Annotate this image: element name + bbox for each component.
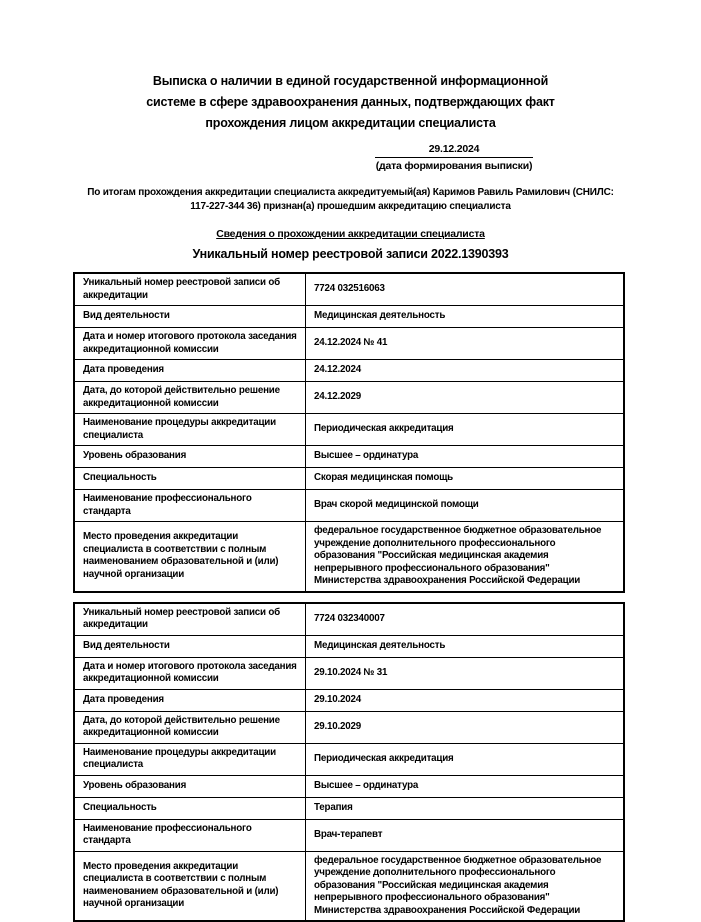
row-value: Периодическая аккредитация	[306, 414, 625, 446]
accreditation-summary-paragraph: По итогам прохождения аккредитации специалиста аккредитуемый(ая) Каримов Равиль Рамилович (СНИЛС: 117-227-344 36) признан(а) прошедшим аккредитацию специалиста	[81, 186, 621, 213]
table-row	[74, 328, 624, 360]
row-value: Врач-терапевт	[306, 819, 625, 851]
table-row	[74, 414, 624, 446]
row-label: Специальность	[74, 468, 306, 490]
table-row	[74, 797, 624, 819]
row-value: федеральное государственное бюджетное образовательное учреждение дополнительного профессионального образования "Российская медицинская академия непрерывного профессионального образования" Министерства здравоохранения Российской Федерации	[306, 522, 625, 592]
table-row	[74, 689, 624, 711]
table-row	[74, 775, 624, 797]
row-value: 24.12.2024 № 41	[306, 328, 625, 360]
issue-date: 29.12.2024	[375, 143, 533, 158]
table-row	[74, 382, 624, 414]
row-label: Вид деятельности	[74, 306, 306, 328]
table-row	[74, 635, 624, 657]
row-label: Уровень образования	[74, 775, 306, 797]
row-label: Наименование процедуры аккредитации специалиста	[74, 743, 306, 775]
row-label: Уровень образования	[74, 446, 306, 468]
row-label: Место проведения аккредитации специалиста в соответствии с полным наименованием образовательной и (или) научной организации	[74, 522, 306, 592]
row-value: Высшее – ординатура	[306, 446, 625, 468]
row-label: Дата и номер итогового протокола заседания аккредитационной комиссии	[74, 657, 306, 689]
row-value: федеральное государственное бюджетное образовательное учреждение дополнительного профессионального образования "Российская медицинская академия непрерывного профессионального образования" Министерства здравоохранения Российской Федерации	[306, 851, 625, 921]
table-row	[74, 306, 624, 328]
row-label: Специальность	[74, 797, 306, 819]
row-value: Скорая медицинская помощь	[306, 468, 625, 490]
row-value: 29.10.2024	[306, 689, 625, 711]
row-label: Наименование процедуры аккредитации специалиста	[74, 414, 306, 446]
table-row	[74, 273, 624, 306]
row-label: Вид деятельности	[74, 635, 306, 657]
row-label: Уникальный номер реестровой записи об аккредитации	[74, 603, 306, 636]
table-row	[74, 446, 624, 468]
row-label: Дата проведения	[74, 689, 306, 711]
row-value: 24.12.2024	[306, 360, 625, 382]
accreditation-table-2	[73, 602, 625, 922]
row-label: Место проведения аккредитации специалиста в соответствии с полным наименованием образовательной и (или) научной организации	[74, 851, 306, 921]
row-label: Наименование профессионального стандарта	[74, 490, 306, 522]
row-label: Наименование профессионального стандарта	[74, 819, 306, 851]
table-row	[74, 819, 624, 851]
table-row	[74, 743, 624, 775]
document-title-line: прохождения лицом аккредитации специалиста	[0, 113, 701, 134]
row-value: Врач скорой медицинской помощи	[306, 490, 625, 522]
row-label: Дата, до которой действительно решение аккредитационной комиссии	[74, 711, 306, 743]
row-value: 29.10.2024 № 31	[306, 657, 625, 689]
row-value: Высшее – ординатура	[306, 775, 625, 797]
table-row	[74, 522, 624, 592]
row-value: Периодическая аккредитация	[306, 743, 625, 775]
row-value: Медицинская деятельность	[306, 635, 625, 657]
row-value: 24.12.2029	[306, 382, 625, 414]
table-row	[74, 603, 624, 636]
table-row	[74, 468, 624, 490]
table-row	[74, 711, 624, 743]
table-row	[74, 657, 624, 689]
row-value: 7724 032340007	[306, 603, 625, 636]
document-title	[0, 71, 701, 134]
document-title-line: системе в сфере здравоохранения данных, подтверждающих факт	[0, 92, 701, 113]
section-heading: Сведения о прохождении аккредитации специалиста	[0, 228, 701, 240]
accreditation-table-1	[73, 272, 625, 593]
table-row	[74, 851, 624, 921]
row-label: Дата проведения	[74, 360, 306, 382]
row-label: Дата и номер итогового протокола заседания аккредитационной комиссии	[74, 328, 306, 360]
row-label: Дата, до которой действительно решение аккредитационной комиссии	[74, 382, 306, 414]
issue-date-block	[375, 143, 533, 172]
table-row	[74, 490, 624, 522]
row-value: 7724 032516063	[306, 273, 625, 306]
row-value: Медицинская деятельность	[306, 306, 625, 328]
document-title-line: Выписка о наличии в единой государственной информационной	[0, 71, 701, 92]
row-label: Уникальный номер реестровой записи об аккредитации	[74, 273, 306, 306]
registry-record-heading: Уникальный номер реестровой записи 2022.1390393	[0, 247, 701, 261]
row-value: Терапия	[306, 797, 625, 819]
table-row	[74, 360, 624, 382]
row-value: 29.10.2029	[306, 711, 625, 743]
issue-date-caption: (дата формирования выписки)	[375, 160, 533, 172]
